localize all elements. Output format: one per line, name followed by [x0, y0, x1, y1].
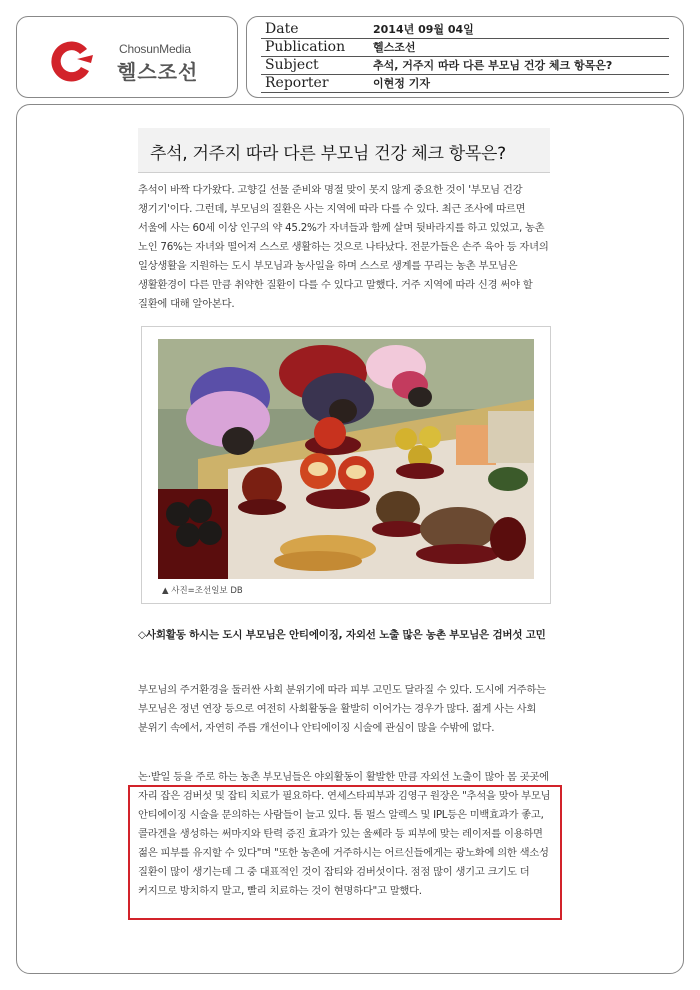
meta-value: 2014년 09월 04일 [373, 23, 474, 36]
headline-panel [138, 128, 550, 173]
meta-label: Reporter [265, 75, 329, 91]
logo-korean-text: 헬스조선 [117, 60, 199, 84]
meta-row-date [261, 21, 669, 39]
article-subheading: ◇사회활동 하시는 도시 부모님은 안티에이징, 자외선 노출 많은 농촌 부모님은 검버섯 고민 [138, 629, 546, 641]
article-paragraph-2: 부모님의 주거환경을 둘러싼 사회 분위기에 따라 피부 고민도 달라질 수 있다. 도시에 거주하는 부모님은 정년 연장 등으로 여전히 사회활동을 활발히 이어가는 경우가 많다. 젊게 사는 사회 분위기 속에서, 자연히 주름 개선이나 안티에이징 시술에 관심이 많을 수밖에 없다. [138, 684, 546, 734]
article-photo-frame [141, 326, 551, 604]
meta-label: Date [265, 21, 299, 37]
meta-value: 이현정 기자 [373, 77, 430, 90]
meta-value: 추석, 거주지 따라 다른 부모님 건강 체크 항목은? [373, 59, 613, 72]
photo-caption: ▲ 사진=조선일보 DB [162, 586, 243, 596]
meta-label: Publication [265, 39, 346, 55]
meta-value: 헬스조선 [373, 41, 416, 54]
meta-row-subject [261, 57, 669, 75]
chuseok-ancestral-rite-photo [158, 339, 534, 579]
meta-row-reporter [261, 75, 669, 93]
meta-label: Subject [265, 57, 319, 73]
article-paragraph-3: 논·밭일 등을 주로 하는 농촌 부모님들은 야외활동이 활발한 만큼 자외선 노출이 많아 몸 곳곳에 자리 잡은 검버섯 및 잡티 치료가 필요하다. 연세스타피부과 김영구 원장은 "추석을 맞아 부모님 안티에이징 시술을 문의하는 사람들이 늘고 있다. 톰 펄스 알렉스 및 IPL등은 미백효과가 좋고, 콜라겐을 생성하는 써마지와 탄력 증진 효과가 있는 울쎄라 등 피부에 맞는 레이저를 이용하면 젊은 피부를 유지할 수 있다"며 "또한 농촌에 거주하시는 어르신들에게는 광노화에 의한 색소성 질환이 많이 생기는데 그 중 대표적인 것이 잡티와 검버섯이다. 점점 많이 생기고 크기도 더 커지므로 방치하지 말고, 빨리 치료하는 것이 현명하다"고 말했다. [138, 771, 551, 897]
logo-panel [16, 16, 238, 98]
article-headline: 추석, 거주지 따라 다른 부모님 건강 체크 항목은? [150, 144, 506, 164]
logo-english-text: ChosunMedia [119, 42, 191, 56]
meta-row-publication [261, 39, 669, 57]
chosun-media-logo-icon [47, 37, 95, 85]
article-intro-paragraph: 추석이 바짝 다가왔다. 고향길 선물 준비와 명절 맞이 못지 않게 중요한 것이 '부모님 건강 챙기기'이다. 그런데, 부모님의 질환은 사는 지역에 따라 다를 수 있다. 최근 조사에 따르면 서울에 사는 60세 이상 인구의 약 45.2%가 자녀들과 함께 살며 뒷바라지를 하고 있었고, 농촌 노인 76%는 자녀와 떨어져 스스로 생활하는 것으로 나타났다. 전문가들은 손주 육아 등 자녀의 일상생활을 지원하는 도시 부모님과 농사일을 하며 스스로 생계를 꾸리는 농촌 부모님은 생활환경이 다른 만큼 취약한 질환이 다를 수 있다고 말했다. 거주 지역에 따라 신경 써야 할 질환에 대해 알아본다. [138, 184, 549, 310]
meta-panel [246, 16, 684, 98]
